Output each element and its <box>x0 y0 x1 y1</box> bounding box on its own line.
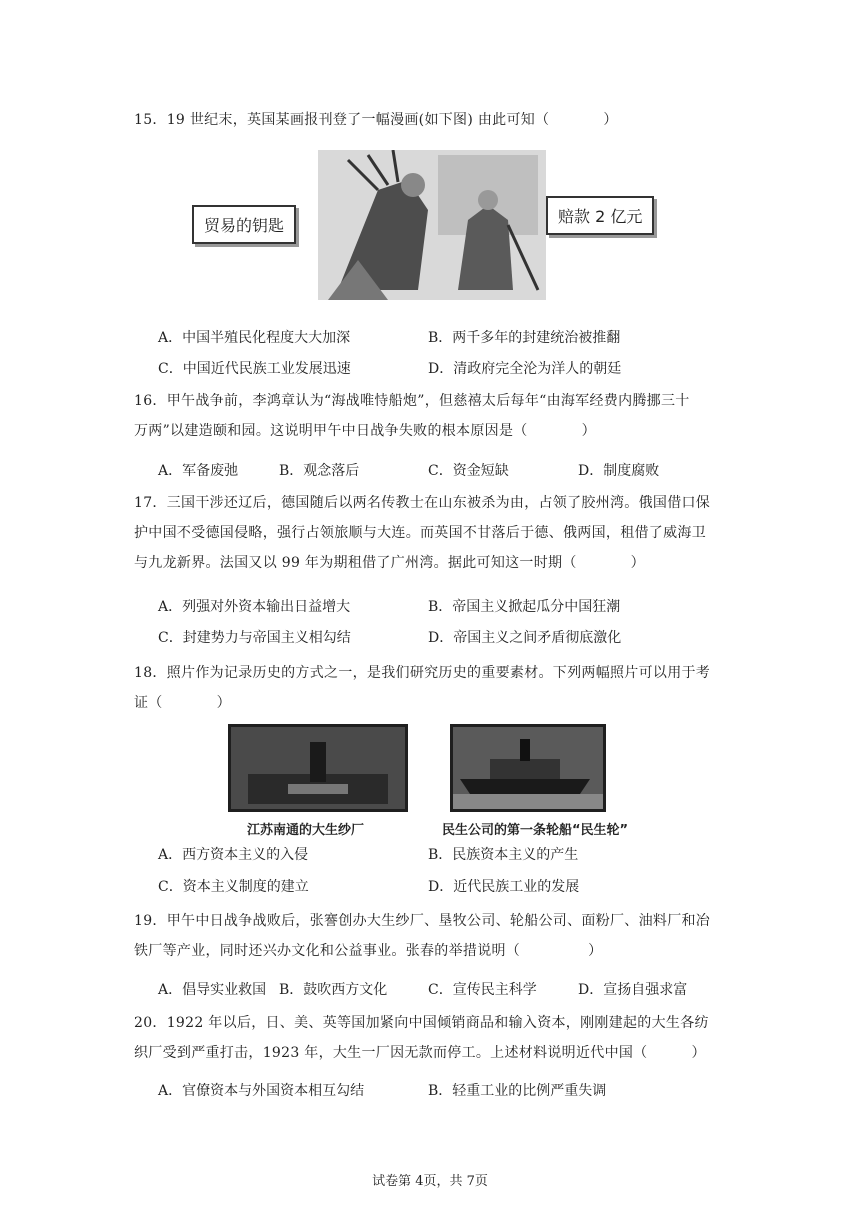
question-20-stem <box>134 1008 734 1068</box>
question-17-stem <box>134 488 734 578</box>
callout-indemnity <box>546 196 654 235</box>
q17-option-a[interactable]: A．列强对外资本输出日益增大 <box>158 599 351 615</box>
q17-option-b[interactable]: B．帝国主义掀起瓜分中国狂潮 <box>428 599 621 615</box>
q15-option-b[interactable]: B．两千多年的封建统治被推翻 <box>428 330 621 346</box>
q18-option-b[interactable]: B．民族资本主义的产生 <box>428 847 579 863</box>
q17-stem-line1: 17．三国干涉还辽后，德国随后以两名传教士在山东被杀为由，占领了胶州湾。俄国借口保 <box>134 495 711 511</box>
photo-dasheng-mill <box>228 724 408 812</box>
q17-stem-line2: 护中国不受德国侵略，强行占领旅顺与大连。而英国不甘落后于德、俄两国，租借了威海卫 <box>134 525 706 541</box>
q15-option-d[interactable]: D．清政府完全沦为洋人的朝廷 <box>428 361 622 377</box>
q19-stem-line1: 19．甲午中日战争战败后，张謇创办大生纱厂、垦牧公司、轮船公司、面粉厂、油料厂和冶 <box>134 913 711 929</box>
q18-option-a[interactable]: A．西方资本主义的入侵 <box>158 847 309 863</box>
callout-indemnity-text: 赔款 2 亿元 <box>558 207 643 226</box>
q15-option-c[interactable]: C．中国近代民族工业发展迅速 <box>158 361 351 377</box>
q20-stem-line2: 织厂受到严重打击，1923 年，大生一厂因无款而停工。上述材料说明近代中国（ <box>134 1045 648 1061</box>
q16-stem-line2: 万两”以建造颐和园。这说明甲午中日战争失败的根本原因是（ <box>134 423 528 439</box>
caption-minsheng-ship: 民生公司的第一条轮船“民生轮” <box>442 823 629 838</box>
q17-option-c[interactable]: C．封建势力与帝国主义相勾结 <box>158 630 351 646</box>
q15-option-a[interactable]: A．中国半殖民化程度大大加深 <box>158 330 351 346</box>
q15-paren-close: ） <box>603 112 618 128</box>
question-18-stem <box>134 658 734 718</box>
question-15-stem <box>134 105 734 135</box>
q20-option-b[interactable]: B．轻重工业的比例严重失调 <box>428 1083 607 1099</box>
q16-option-c[interactable]: C．资金短缺 <box>428 463 509 479</box>
q17-paren-close: ） <box>630 555 645 571</box>
q16-paren-close: ） <box>581 423 596 439</box>
q16-option-b[interactable]: B．观念落后 <box>279 463 360 479</box>
question-16-stem <box>134 386 734 446</box>
question-19-stem <box>134 906 734 966</box>
q18-option-d[interactable]: D．近代民族工业的发展 <box>428 879 580 895</box>
q18-option-c[interactable]: C．资本主义制度的建立 <box>158 879 309 895</box>
q16-stem-line1: 16．甲午战争前，李鸿章认为“海战唯恃船炮”，但慈禧太后每年“由海军经费内腾挪三十 <box>134 393 690 409</box>
cartoon-image <box>318 150 546 300</box>
q17-stem-line3: 与九龙新界。法国又以 99 年为期租借了广州湾。据此可知这一时期（ <box>134 555 577 571</box>
q19-stem-line2: 铁厂等产业，同时还兴办文化和公益事业。张春的举措说明（ <box>134 943 521 959</box>
q18-paren-close: ） <box>216 695 231 711</box>
callout-trade-key <box>192 205 296 244</box>
q18-stem-line1: 18．照片作为记录历史的方式之一，是我们研究历史的重要素材。下列两幅照片可以用于考 <box>134 665 711 681</box>
photo-minsheng-ship <box>450 724 606 812</box>
callout-trade-key-text: 贸易的钥匙 <box>204 216 285 235</box>
q20-stem-line1: 20．1922 年以后，日、美、英等国加紧向中国倾销商品和输入资本，刚刚建起的大生各纺 <box>134 1015 709 1031</box>
q20-paren-close: ） <box>691 1045 706 1061</box>
q18-stem-line2: 证（ <box>134 695 163 711</box>
q20-option-a[interactable]: A．官僚资本与外国资本相互勾结 <box>158 1083 365 1099</box>
q19-option-c[interactable]: C．宣传民主科学 <box>428 982 537 998</box>
q16-option-a[interactable]: A．军备废弛 <box>158 463 239 479</box>
caption-dasheng-mill: 江苏南通的大生纱厂 <box>247 823 365 838</box>
q19-paren-close: ） <box>588 943 603 959</box>
q16-option-d[interactable]: D．制度腐败 <box>578 463 660 479</box>
q15-stem-text: 15．19 世纪末，英国某画报刊登了一幅漫画(如下图) 由此可知（ <box>134 112 550 128</box>
q17-option-d[interactable]: D．帝国主义之间矛盾彻底激化 <box>428 630 622 646</box>
q19-option-a[interactable]: A．倡导实业救国 <box>158 982 267 998</box>
q19-option-d[interactable]: D．宣扬自强求富 <box>578 982 688 998</box>
q19-option-b[interactable]: B．鼓吹西方文化 <box>279 982 388 998</box>
page-footer: 试卷第 4页，共 7页 <box>372 1174 488 1189</box>
